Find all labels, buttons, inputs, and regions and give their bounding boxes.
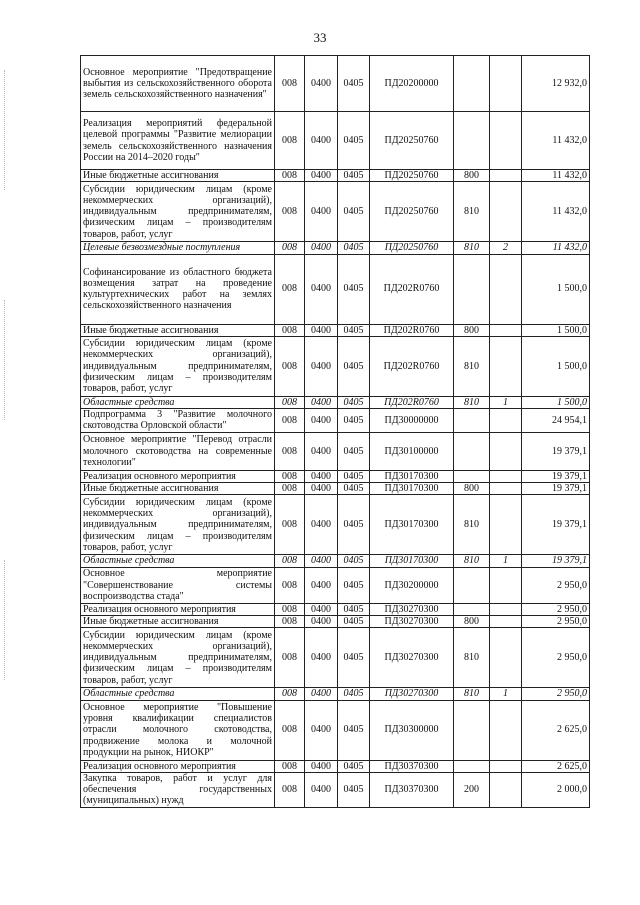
- row-name: Областные средства: [81, 555, 275, 567]
- row-amount: 11 432,0: [522, 170, 590, 182]
- row-expense-type: 810: [454, 242, 490, 254]
- row-expense-type: [454, 409, 490, 433]
- table-row: [81, 170, 590, 182]
- row-section-code: 0400: [305, 409, 338, 433]
- row-name: Иные бюджетные ассигнования: [81, 170, 275, 182]
- row-subsection-code: 0405: [338, 628, 370, 688]
- row-source-code: [490, 760, 522, 772]
- row-target-article: ПД202R0760: [370, 396, 454, 408]
- row-amount: 1 500,0: [522, 336, 590, 396]
- row-target-article: ПД30370300: [370, 760, 454, 772]
- row-expense-type: [454, 254, 490, 324]
- row-expense-type: 810: [454, 495, 490, 555]
- row-subsection-code: 0405: [338, 254, 370, 324]
- row-section-code: 0400: [305, 56, 338, 112]
- row-name: Закупка товаров, работ и услуг для обеспечения государственных (муниципальных) нужд: [81, 772, 275, 807]
- row-section-code: 0400: [305, 567, 338, 603]
- row-source-code: [490, 254, 522, 324]
- row-subsection-code: 0405: [338, 170, 370, 182]
- table-row: [81, 700, 590, 760]
- row-amount: 2 950,0: [522, 688, 590, 700]
- row-subsection-code: 0405: [338, 470, 370, 482]
- row-name: Реализация основного мероприятия: [81, 603, 275, 615]
- row-section-code: 0400: [305, 483, 338, 495]
- row-target-article: ПД30270300: [370, 688, 454, 700]
- row-name: Целевые безвозмездные поступления: [81, 242, 275, 254]
- table-row: [81, 182, 590, 242]
- row-amount: 11 432,0: [522, 242, 590, 254]
- row-ved-code: 008: [275, 182, 305, 242]
- row-name: Субсидии юридическим лицам (кроме некоммерческих организаций), индивидуальным предпринимателям, физическим лицам – производителям товаров, работ, услуг: [81, 182, 275, 242]
- row-source-code: [490, 615, 522, 627]
- row-expense-type: 200: [454, 772, 490, 807]
- row-expense-type: 810: [454, 336, 490, 396]
- row-name: Подпрограмма 3 "Развитие молочного скотоводства Орловской области": [81, 409, 275, 433]
- row-section-code: 0400: [305, 615, 338, 627]
- row-subsection-code: 0405: [338, 396, 370, 408]
- row-ved-code: 008: [275, 432, 305, 470]
- row-target-article: ПД30300000: [370, 700, 454, 760]
- row-name: Основное мероприятие "Совершенствование системы воспроизводства стада": [81, 567, 275, 603]
- row-section-code: 0400: [305, 495, 338, 555]
- row-ved-code: 008: [275, 56, 305, 112]
- budget-table: [80, 55, 590, 808]
- row-subsection-code: 0405: [338, 56, 370, 112]
- table-row: [81, 760, 590, 772]
- row-ved-code: 008: [275, 470, 305, 482]
- row-target-article: ПД30170300: [370, 495, 454, 555]
- row-expense-type: 810: [454, 555, 490, 567]
- row-expense-type: [454, 567, 490, 603]
- row-name: Основное мероприятие "Повышение уровня квалификации специалистов отрасли молочного скотоводства, продвижение молока и молочной продукции на рынок, НИОКР": [81, 700, 275, 760]
- row-subsection-code: 0405: [338, 688, 370, 700]
- table-row: [81, 242, 590, 254]
- row-expense-type: [454, 760, 490, 772]
- row-subsection-code: 0405: [338, 409, 370, 433]
- row-target-article: ПД30000000: [370, 409, 454, 433]
- row-section-code: 0400: [305, 170, 338, 182]
- row-subsection-code: 0405: [338, 555, 370, 567]
- row-target-article: ПД20250760: [370, 182, 454, 242]
- row-target-article: ПД202R0760: [370, 324, 454, 336]
- row-amount: 11 432,0: [522, 112, 590, 170]
- row-amount: 19 379,1: [522, 555, 590, 567]
- row-expense-type: [454, 112, 490, 170]
- row-ved-code: 008: [275, 170, 305, 182]
- row-amount: 2 000,0: [522, 772, 590, 807]
- row-ved-code: 008: [275, 688, 305, 700]
- row-ved-code: 008: [275, 615, 305, 627]
- row-subsection-code: 0405: [338, 112, 370, 170]
- row-name: Софинансирование из областного бюджета возмещения затрат на проведение культуртехнических работ на землях сельскохозяйственного назначения: [81, 254, 275, 324]
- row-name: Иные бюджетные ассигнования: [81, 324, 275, 336]
- table-row: [81, 112, 590, 170]
- row-expense-type: 800: [454, 615, 490, 627]
- row-amount: 1 500,0: [522, 324, 590, 336]
- row-source-code: [490, 336, 522, 396]
- row-target-article: ПД30170300: [370, 483, 454, 495]
- row-subsection-code: 0405: [338, 603, 370, 615]
- row-ved-code: 008: [275, 336, 305, 396]
- row-source-code: 1: [490, 688, 522, 700]
- row-expense-type: 810: [454, 628, 490, 688]
- row-subsection-code: 0405: [338, 324, 370, 336]
- row-source-code: [490, 603, 522, 615]
- row-amount: 2 625,0: [522, 760, 590, 772]
- row-subsection-code: 0405: [338, 242, 370, 254]
- table-row: [81, 603, 590, 615]
- row-subsection-code: 0405: [338, 495, 370, 555]
- row-target-article: ПД30270300: [370, 603, 454, 615]
- row-expense-type: 810: [454, 688, 490, 700]
- row-section-code: 0400: [305, 760, 338, 772]
- table-row: [81, 495, 590, 555]
- table-row: [81, 254, 590, 324]
- row-section-code: 0400: [305, 700, 338, 760]
- row-section-code: 0400: [305, 432, 338, 470]
- row-target-article: ПД30170300: [370, 555, 454, 567]
- row-expense-type: 810: [454, 182, 490, 242]
- row-expense-type: 800: [454, 483, 490, 495]
- table-row: [81, 409, 590, 433]
- row-subsection-code: 0405: [338, 483, 370, 495]
- row-ved-code: 008: [275, 495, 305, 555]
- table-row: [81, 470, 590, 482]
- row-source-code: 1: [490, 555, 522, 567]
- row-subsection-code: 0405: [338, 182, 370, 242]
- row-name: Реализация основного мероприятия: [81, 470, 275, 482]
- row-target-article: ПД20250760: [370, 170, 454, 182]
- row-source-code: [490, 470, 522, 482]
- row-amount: 2 950,0: [522, 615, 590, 627]
- row-source-code: [490, 182, 522, 242]
- row-source-code: [490, 56, 522, 112]
- row-ved-code: 008: [275, 396, 305, 408]
- row-ved-code: 008: [275, 483, 305, 495]
- row-ved-code: 008: [275, 254, 305, 324]
- table-row: [81, 772, 590, 807]
- row-source-code: [490, 170, 522, 182]
- row-amount: 2 950,0: [522, 567, 590, 603]
- row-target-article: ПД30270300: [370, 628, 454, 688]
- row-section-code: 0400: [305, 603, 338, 615]
- table-row: [81, 628, 590, 688]
- row-ved-code: 008: [275, 112, 305, 170]
- row-ved-code: 008: [275, 555, 305, 567]
- row-source-code: [490, 432, 522, 470]
- row-target-article: ПД202R0760: [370, 254, 454, 324]
- row-ved-code: 008: [275, 603, 305, 615]
- row-target-article: ПД20250760: [370, 242, 454, 254]
- row-section-code: 0400: [305, 688, 338, 700]
- table-row: [81, 555, 590, 567]
- row-subsection-code: 0405: [338, 760, 370, 772]
- row-amount: 12 932,0: [522, 56, 590, 112]
- row-section-code: 0400: [305, 112, 338, 170]
- row-source-code: [490, 628, 522, 688]
- row-section-code: 0400: [305, 396, 338, 408]
- row-name: Областные средства: [81, 396, 275, 408]
- page-number: 33: [313, 30, 327, 45]
- table-row: [81, 615, 590, 627]
- row-target-article: ПД30370300: [370, 772, 454, 807]
- row-target-article: ПД30200000: [370, 567, 454, 603]
- row-name: Субсидии юридическим лицам (кроме некоммерческих организаций), индивидуальным предпринимателям, физическим лицам – производителям товаров, работ, услуг: [81, 336, 275, 396]
- row-expense-type: [454, 700, 490, 760]
- row-section-code: 0400: [305, 242, 338, 254]
- table-row: [81, 688, 590, 700]
- row-subsection-code: 0405: [338, 336, 370, 396]
- row-amount: 1 500,0: [522, 396, 590, 408]
- row-target-article: ПД30170300: [370, 470, 454, 482]
- row-amount: 19 379,1: [522, 432, 590, 470]
- row-amount: 19 379,1: [522, 495, 590, 555]
- row-name: Иные бюджетные ассигнования: [81, 615, 275, 627]
- row-section-code: 0400: [305, 628, 338, 688]
- row-amount: 11 432,0: [522, 182, 590, 242]
- row-name: Субсидии юридическим лицам (кроме некоммерческих организаций), индивидуальным предпринимателям, физическим лицам – производителям товаров, работ, услуг: [81, 495, 275, 555]
- row-section-code: 0400: [305, 336, 338, 396]
- row-name: Реализация основного мероприятия: [81, 760, 275, 772]
- table-row: [81, 336, 590, 396]
- scan-artifact: [4, 70, 8, 190]
- row-ved-code: 008: [275, 324, 305, 336]
- row-name: Субсидии юридическим лицам (кроме некоммерческих организаций), индивидуальным предпринимателям, физическим лицам – производителям товаров, работ, услуг: [81, 628, 275, 688]
- table-row: [81, 324, 590, 336]
- row-source-code: [490, 409, 522, 433]
- row-source-code: [490, 700, 522, 760]
- row-subsection-code: 0405: [338, 567, 370, 603]
- row-source-code: 1: [490, 396, 522, 408]
- row-subsection-code: 0405: [338, 772, 370, 807]
- row-section-code: 0400: [305, 470, 338, 482]
- scan-artifact: [4, 300, 8, 420]
- table-row: [81, 396, 590, 408]
- row-ved-code: 008: [275, 409, 305, 433]
- row-expense-type: 800: [454, 324, 490, 336]
- row-target-article: ПД30270300: [370, 615, 454, 627]
- row-target-article: ПД202R0760: [370, 336, 454, 396]
- row-target-article: ПД20250760: [370, 112, 454, 170]
- row-ved-code: 008: [275, 772, 305, 807]
- row-source-code: [490, 324, 522, 336]
- row-amount: 19 379,1: [522, 470, 590, 482]
- row-expense-type: [454, 432, 490, 470]
- row-name: Иные бюджетные ассигнования: [81, 483, 275, 495]
- table-row: [81, 56, 590, 112]
- row-expense-type: 800: [454, 170, 490, 182]
- table-row: [81, 432, 590, 470]
- row-section-code: 0400: [305, 182, 338, 242]
- row-name: Основное мероприятие "Предотвращение выбытия из сельскохозяйственного оборота земель сельскохозяйственного назначения": [81, 56, 275, 112]
- row-source-code: [490, 772, 522, 807]
- row-ved-code: 008: [275, 628, 305, 688]
- row-ved-code: 008: [275, 700, 305, 760]
- row-source-code: [490, 495, 522, 555]
- row-amount: 19 379,1: [522, 483, 590, 495]
- row-source-code: [490, 567, 522, 603]
- row-amount: 1 500,0: [522, 254, 590, 324]
- row-name: Реализация мероприятий федеральной целевой программы "Развитие мелиорации земель сельскохозяйственного назначения России на 2014–2020 годы": [81, 112, 275, 170]
- row-amount: 2 950,0: [522, 628, 590, 688]
- row-name: Областные средства: [81, 688, 275, 700]
- row-source-code: 2: [490, 242, 522, 254]
- row-target-article: ПД20200000: [370, 56, 454, 112]
- row-subsection-code: 0405: [338, 615, 370, 627]
- row-amount: 24 954,1: [522, 409, 590, 433]
- row-subsection-code: 0405: [338, 700, 370, 760]
- row-amount: 2 625,0: [522, 700, 590, 760]
- row-ved-code: 008: [275, 567, 305, 603]
- row-expense-type: [454, 603, 490, 615]
- row-expense-type: [454, 470, 490, 482]
- row-section-code: 0400: [305, 555, 338, 567]
- row-ved-code: 008: [275, 760, 305, 772]
- row-amount: 2 950,0: [522, 603, 590, 615]
- row-subsection-code: 0405: [338, 432, 370, 470]
- row-expense-type: [454, 56, 490, 112]
- row-name: Основное мероприятие "Перевод отрасли молочного скотоводства на современные технологии": [81, 432, 275, 470]
- row-expense-type: 810: [454, 396, 490, 408]
- row-ved-code: 008: [275, 242, 305, 254]
- row-section-code: 0400: [305, 324, 338, 336]
- table-row: [81, 483, 590, 495]
- table-row: [81, 567, 590, 603]
- row-source-code: [490, 112, 522, 170]
- row-target-article: ПД30100000: [370, 432, 454, 470]
- row-section-code: 0400: [305, 254, 338, 324]
- row-source-code: [490, 483, 522, 495]
- scan-artifact: [4, 560, 8, 680]
- row-section-code: 0400: [305, 772, 338, 807]
